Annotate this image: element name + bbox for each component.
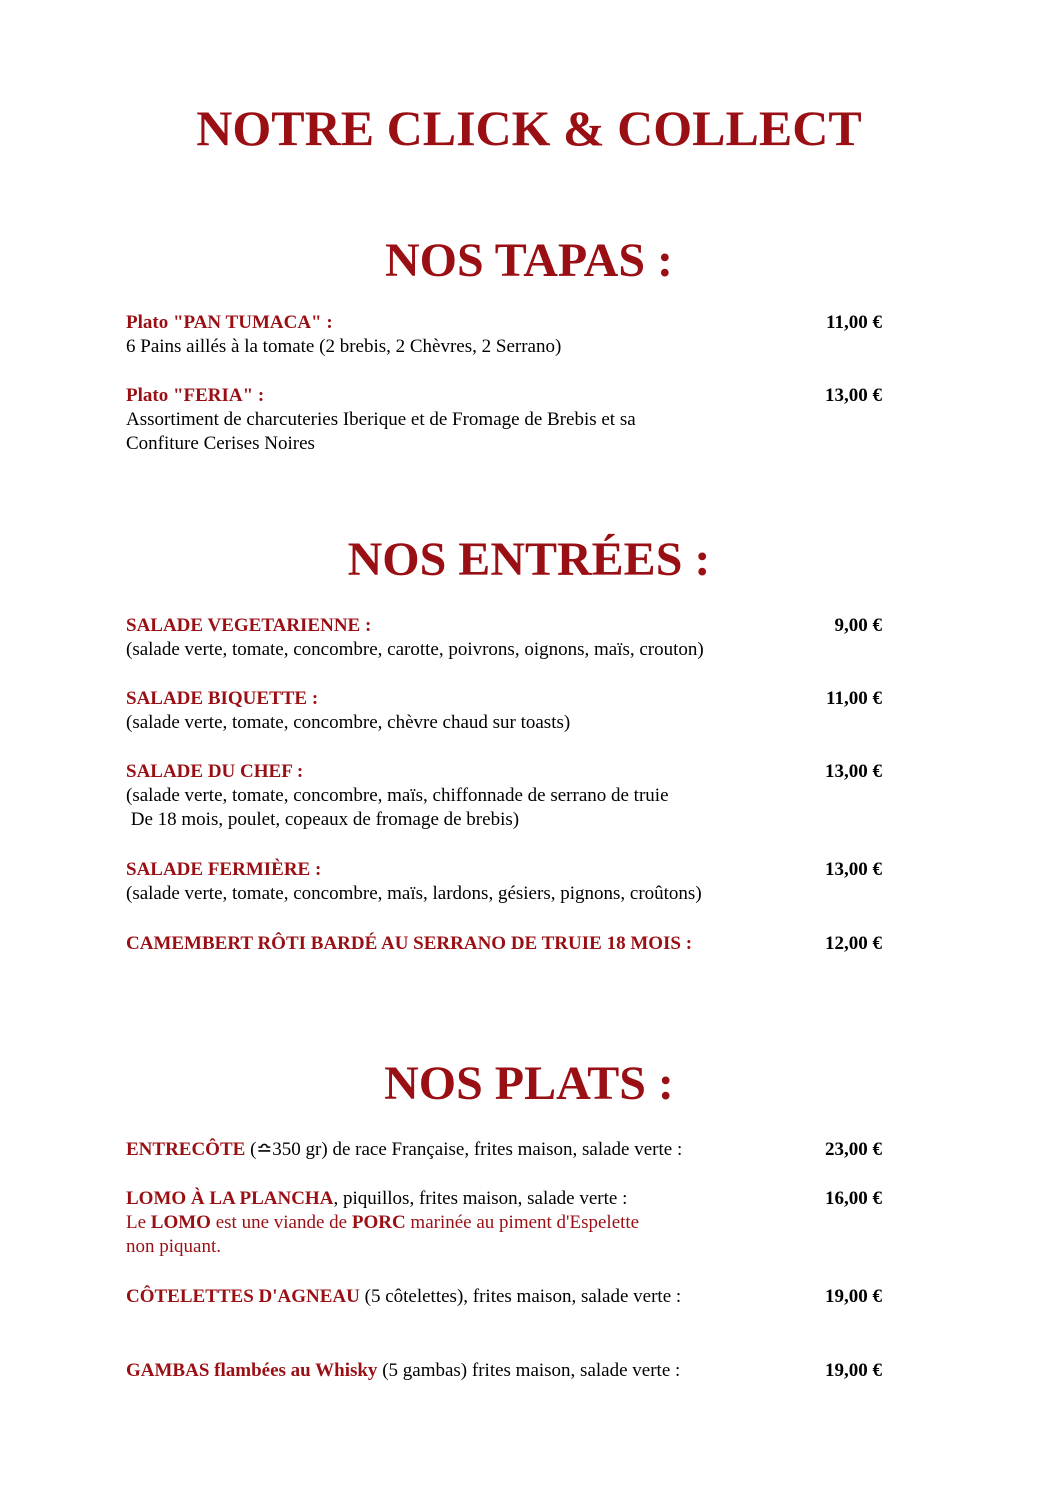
item-name: CÔTELETTES D'AGNEAU — [126, 1286, 360, 1307]
item-name: CAMEMBERT RÔTI BARDÉ AU SERRANO DE TRUIE 18 MOIS : — [126, 933, 693, 954]
item-description: (5 gambas) frites maison, salade verte : — [377, 1360, 681, 1381]
note-highlight: LOMO — [150, 1212, 211, 1233]
item-note: non piquant. — [126, 1236, 221, 1257]
item-description: (≏350 gr) de race Française, frites maison, salade verte : — [245, 1139, 683, 1160]
item-price: 11,00 € — [826, 688, 882, 709]
item-price: 12,00 € — [825, 933, 882, 954]
item-name: SALADE FERMIÈRE : — [126, 859, 322, 880]
item-description: Assortiment de charcuteries Iberique et de Fromage de Brebis et sa — [126, 409, 636, 430]
section-heading-entrees: NOS ENTRÉES : — [347, 533, 711, 586]
item-description: Confiture Cerises Noires — [126, 433, 315, 454]
item-description: (salade verte, tomate, concombre, chèvre chaud sur toasts) — [126, 712, 571, 733]
item-description: , piquillos, frites maison, salade verte : — [333, 1188, 628, 1209]
item-name: ENTRECÔTE — [126, 1139, 246, 1160]
item-description: 6 Pains aillés à la tomate (2 brebis, 2 Chèvres, 2 Serrano) — [126, 336, 562, 357]
item-name: Plato "FERIA" : — [126, 385, 265, 406]
item-price: 19,00 € — [825, 1286, 882, 1307]
item-price: 11,00 € — [826, 312, 882, 333]
item-description: De 18 mois, poulet, copeaux de fromage de brebis) — [126, 809, 520, 830]
item-price: 23,00 € — [825, 1139, 882, 1160]
item-name: SALADE DU CHEF : — [126, 761, 304, 782]
item-description: (salade verte, tomate, concombre, maïs, chiffonnade de serrano de truie — [126, 785, 669, 806]
note-text: marinée au piment d'Espelette — [405, 1212, 640, 1233]
item-description: (5 côtelettes), frites maison, salade verte : — [359, 1286, 682, 1307]
item-price: 13,00 € — [825, 859, 882, 880]
item-name: GAMBAS flambées au Whisky — [126, 1360, 378, 1381]
item-name: SALADE BIQUETTE : — [126, 688, 319, 709]
item-name: LOMO À LA PLANCHA — [126, 1188, 334, 1209]
section-heading-plats: NOS PLATS : — [384, 1057, 674, 1110]
item-description: (salade verte, tomate, concombre, maïs, lardons, gésiers, pignons, croûtons) — [126, 883, 702, 904]
item-description: (salade verte, tomate, concombre, carotte, poivrons, oignons, maïs, crouton) — [126, 639, 704, 660]
item-price: 19,00 € — [825, 1360, 882, 1381]
note-text: est une viande de — [210, 1212, 352, 1233]
item-note — [126, 1211, 886, 1235]
item-price: 13,00 € — [825, 385, 882, 406]
item-price: 13,00 € — [825, 761, 882, 782]
note-text: Le — [126, 1212, 151, 1233]
item-name: SALADE VEGETARIENNE : — [126, 615, 372, 636]
item-price: 16,00 € — [825, 1188, 882, 1209]
item-price: 9,00 € — [834, 615, 882, 636]
item-name: Plato "PAN TUMACA" : — [126, 312, 333, 333]
note-highlight: PORC — [351, 1212, 406, 1233]
page-title: NOTRE CLICK & COLLECT — [196, 100, 862, 156]
section-heading-tapas: NOS TAPAS : — [384, 234, 674, 287]
